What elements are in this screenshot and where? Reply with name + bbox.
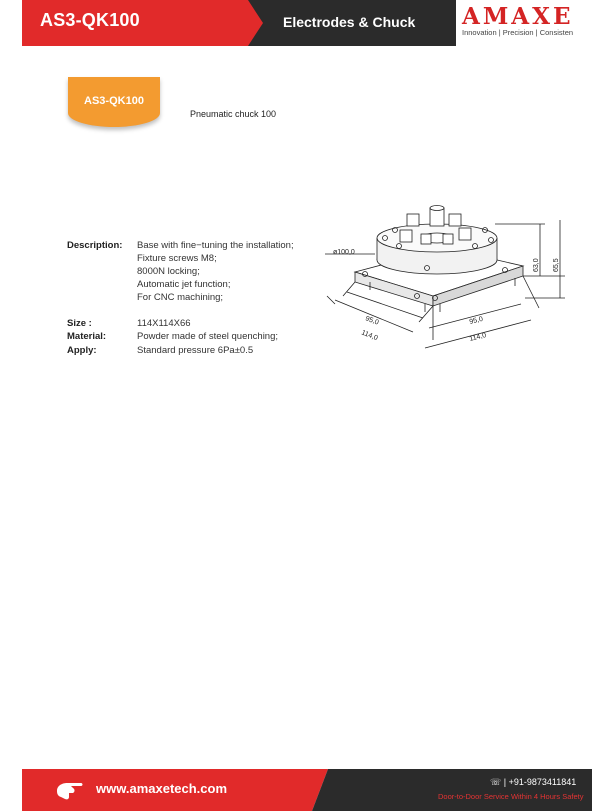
dim-diameter-100: ø100,0 [333,249,355,256]
brand-tagline: Innovation | Precision | Consisten [462,28,574,37]
description-line-4: Automatic jet function; [137,279,231,290]
material-value: Powder made of steel quenching; [137,331,279,342]
material-label: Material: [67,331,107,342]
apply-label: Apply: [67,345,97,356]
size-label: Size : [67,318,92,329]
description-line-2: Fixture screws M8; [137,253,217,264]
footer-dark-band [312,769,592,811]
header-category: Electrodes & Chuck [283,14,416,30]
description-line-3: 8000N locking; [137,266,200,277]
footer-service-text: Door-to-Door Service Within 4 Hours Safety [438,792,584,801]
brand-name: AMAXE [462,3,574,30]
dim-95-right: 95,0 [468,315,484,326]
size-value: 114X114X66 [137,318,191,329]
phone-icon: ☏ [490,777,502,787]
chuck-technical-drawing [325,200,575,368]
apply-value: Standard pressure 6Pa±0.5 [137,345,254,356]
dim-63: 63,0 [533,258,540,272]
description-label: Description: [67,240,123,251]
footer-phone-number: +91-9873411841 [508,777,577,787]
product-badge [68,77,160,127]
hand-pointer-icon [55,777,85,803]
dim-65-5: 65,5 [553,258,560,272]
footer-phone: ☏ | +91-9873411841 [490,777,577,787]
dim-114-left: 114,0 [360,329,379,343]
footer-website-link[interactable]: www.amaxetech.com [96,781,228,796]
description-line-1: Base with fine−tuning the installation; [137,240,294,251]
header-product-code: AS3-QK100 [40,10,140,30]
dim-95-left: 95,0 [364,315,380,327]
brand-logo [456,0,592,46]
description-line-5: For CNC machining; [137,292,224,303]
product-badge-label: AS3-QK100 [84,95,144,107]
product-name: Pneumatic chuck 100 [190,109,277,119]
dim-114-right: 114,0 [468,332,487,343]
